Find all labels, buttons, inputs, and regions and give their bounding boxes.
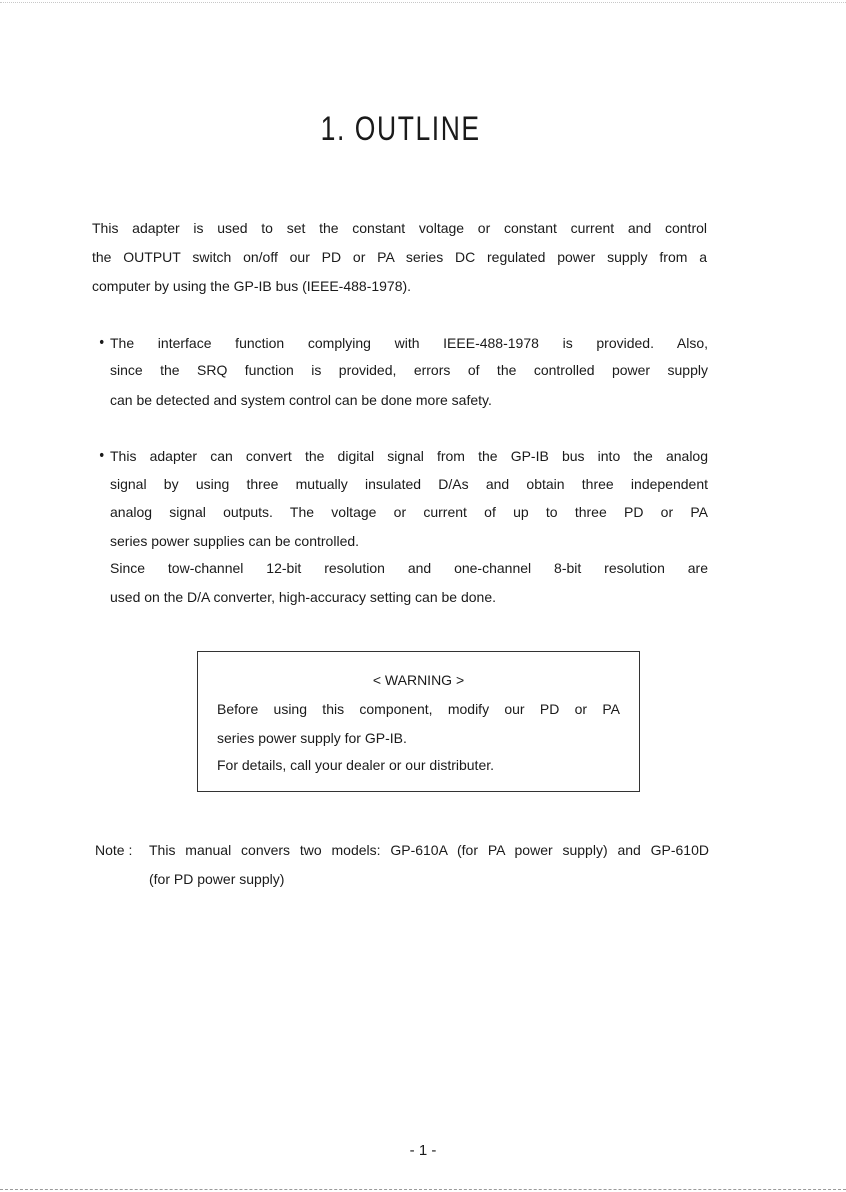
warning-line-3: For details, call your dealer or our distributer. <box>217 757 495 773</box>
bullet1-line-1: The interface function complying with IEEE-488-1978 is provided. Also, <box>110 335 708 351</box>
note-line-2: (for PD power supply) <box>149 871 285 887</box>
intro-line-1: This adapter is used to set the constant voltage or constant current and control <box>92 220 707 236</box>
page-number: - 1 - <box>409 1142 437 1159</box>
warning-heading: < WARNING > <box>372 672 465 688</box>
warning-line-2: series power supply for GP-IB. <box>217 730 407 746</box>
bullet2-line-5: Since tow-channel 12-bit resolution and one-channel 8-bit resolution are <box>110 560 708 576</box>
bullet-dot: • <box>98 448 106 464</box>
bullet2-line-6: used on the D/A converter, high-accuracy setting can be done. <box>110 589 497 605</box>
bullet2-line-4: series power supplies can be controlled. <box>110 533 360 549</box>
bullet2-line-2: signal by using three mutually insulated D/As and obtain three independent <box>110 476 708 492</box>
bullet-dot: • <box>98 335 106 351</box>
bullet1-line-2: since the SRQ function is provided, errors of the controlled power supply <box>110 362 708 378</box>
scan-edge-bottom <box>0 1189 846 1190</box>
warning-line-1: Before using this component, modify our PD or PA <box>217 701 620 717</box>
bullet2-line-3: analog signal outputs. The voltage or current of up to three PD or PA <box>110 504 708 520</box>
bullet2-line-1: This adapter can convert the digital signal from the GP-IB bus into the analog <box>110 448 708 464</box>
intro-line-3: computer by using the GP-IB bus (IEEE-488-1978). <box>92 278 412 294</box>
intro-line-2: the OUTPUT switch on/off our PD or PA series DC regulated power supply from a <box>92 249 707 265</box>
note-line-1: This manual convers two models: GP-610A (for PA power supply) and GP-610D <box>149 842 709 858</box>
note-label: Note : <box>95 842 133 858</box>
warning-box-rule <box>197 791 640 792</box>
scan-edge-top <box>0 2 846 3</box>
section-title: 1. OUTLINE <box>320 110 481 148</box>
bullet1-line-3: can be detected and system control can be done more safety. <box>110 392 492 408</box>
